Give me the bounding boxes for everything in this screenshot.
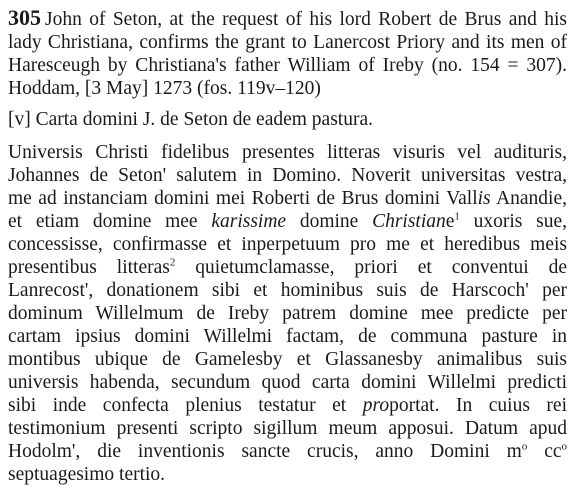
text-run: domine xyxy=(286,211,373,232)
heading-line: Hoddam, [3 May] 1273 (fos. 119v–120) xyxy=(8,78,321,99)
text-run: et etiam domine mee xyxy=(8,211,212,232)
italic-text: is xyxy=(477,188,491,209)
body-line: Universis Christi fidelibus presentes litteras visuris vel audituris, xyxy=(8,142,567,163)
text-run: Hodolm', die inventionis sancte crucis, anno Domini m xyxy=(8,441,522,462)
heading-line: Haresceugh by Christiana's father William of Ireby (no. 154 = 307). xyxy=(8,55,567,76)
footnote-marker: 1 xyxy=(454,210,460,223)
body-line: Johannes de Seton' salutem in Domino. Noverit universitas vestra, xyxy=(8,165,567,186)
italic-text: karissime xyxy=(211,211,287,232)
text-run: presentibus litteras xyxy=(8,257,170,278)
body-line: concessisse, confirmasse et inperpetuum pro me et heredibus meis xyxy=(8,234,567,255)
body-line: universis habenda, secundum quod carta domini Willelmi predicti xyxy=(8,372,567,393)
body-line xyxy=(8,187,567,210)
body-line: Lanrecost', donationem sibi et hominibus suis de Harscoch' per xyxy=(8,280,567,301)
text-run: sibi inde confecta plenius testatur et xyxy=(8,395,363,416)
text-run: Anandie, xyxy=(490,188,568,209)
endorsement-line: [v] Carta domini J. de Seton de eadem pastura. xyxy=(8,109,373,130)
superscript-o: o xyxy=(521,440,528,453)
body-line: septuagesimo tertio. xyxy=(8,464,166,485)
heading-line xyxy=(8,6,567,31)
text-run: portat. In cuius rei xyxy=(389,395,567,416)
footnote-marker: 2 xyxy=(169,256,176,269)
body-line: cartam ipsius domini Willelmi factam, de communa pasture in xyxy=(8,326,567,347)
body-line xyxy=(8,394,567,417)
text-run: e xyxy=(445,211,455,232)
italic-text: Christian xyxy=(372,211,446,232)
italic-text: pro xyxy=(362,395,390,416)
heading-line: lady Christiana, confirms the grant to Lanercost Priory and its men of xyxy=(8,32,567,53)
body-line xyxy=(8,440,567,463)
body-line xyxy=(8,210,567,233)
text-run: cc xyxy=(527,441,562,462)
body-line: testimonium presenti scripto sigillum meum apposui. Datum apud xyxy=(8,418,567,439)
entry-number: 305 xyxy=(8,5,41,30)
body-line: montibus ubique de Gamelesby et Glassanesby animalibus suis xyxy=(8,349,567,370)
text-run: quietumclamasse, priori et conventui de xyxy=(175,257,567,278)
charter-body xyxy=(8,141,567,486)
text-run: uxoris sue, xyxy=(459,211,568,232)
heading-text: John of Seton, at the request of his lord Robert de Brus and his xyxy=(45,9,567,30)
body-line xyxy=(8,256,567,279)
text-run: me ad instanciam domini mei Roberti de Brus domini Vall xyxy=(8,188,478,209)
superscript-o: o xyxy=(561,440,568,453)
body-line: dominum Willelmum de Ireby patrem domine mee predicte per xyxy=(8,303,567,324)
entry-heading xyxy=(8,6,567,100)
